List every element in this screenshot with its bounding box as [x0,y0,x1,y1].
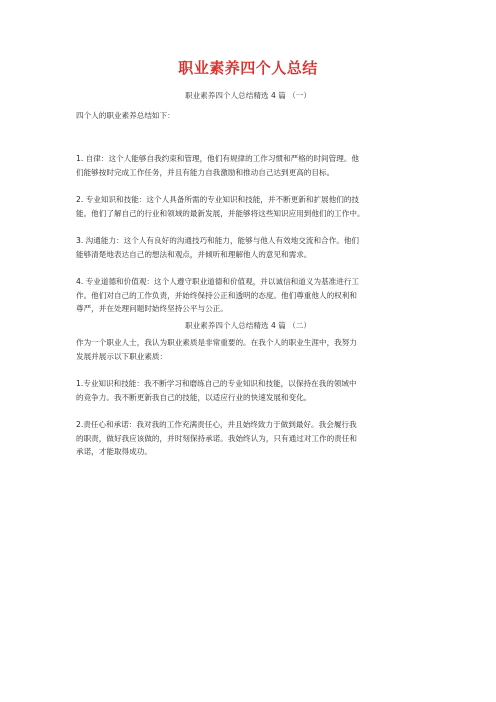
intro-paragraph-1: 四个人的职业素养总结如下： [76,111,175,120]
page-title: 职业素养四个人总结 [178,59,318,77]
section-heading-2: 职业素养四个人总结精选 4 篇 （二） [185,321,311,330]
intro-paragraph-2: 作为一个职业人士，我认为职业素质是非常重要的。在我个人的职业生涯中，我努力 发展并展示以下职业素质： [76,338,357,361]
section-heading-1: 职业素养四个人总结精选 4 篇 （一） [185,91,311,100]
paragraph-skills: 1.专业知识和技能：我不断学习和磨练自己的专业知识和技能，以保持在我的领域中 的竞争力。我不断更新我自己的技能，以适应行业的快速发展和变化。 [76,379,357,402]
paragraph-self-discipline: 1. 自律：这个人能够自我约束和管理，他们有规律的工作习惯和严格的时间管理。他 们能够按时完成工作任务，并且有能力自我激励和推动自己达到更高的目标。 [76,154,360,177]
paragraph-communication: 3. 沟通能力：这个人有良好的沟通技巧和能力，能够与他人有效地交流和合作。他们 能够清楚地表达自己的想法和观点，并倾听和理解他人的意见和需求。 [76,236,360,259]
paragraph-responsibility: 2.责任心和承诺：我对我的工作充满责任心，并且始终致力于做到最好。我会履行我 的职责，做好我应该做的，并时刻保持承诺。我始终认为，只有通过对工作的责任和 承诺，才能取得成功。 [76,420,357,456]
paragraph-professional-ethics: 4. 专业道德和价值观：这个人遵守职业道德和价值观，并以诚信和道义为基准进行工 作。他们对自己的工作负责，并始终保持公正和透明的态度。他们尊重他人的权利和 尊严，并在处理问题时始终坚持公平与公正。 [76,277,360,313]
paragraph-professional-knowledge: 2. 专业知识和技能：这个人具备所需的专业知识和技能，并不断更新和扩展他们的技 能。他们了解自己的行业和领域的最新发展，并能够将这些知识应用到他们的工作中。 [76,195,365,218]
